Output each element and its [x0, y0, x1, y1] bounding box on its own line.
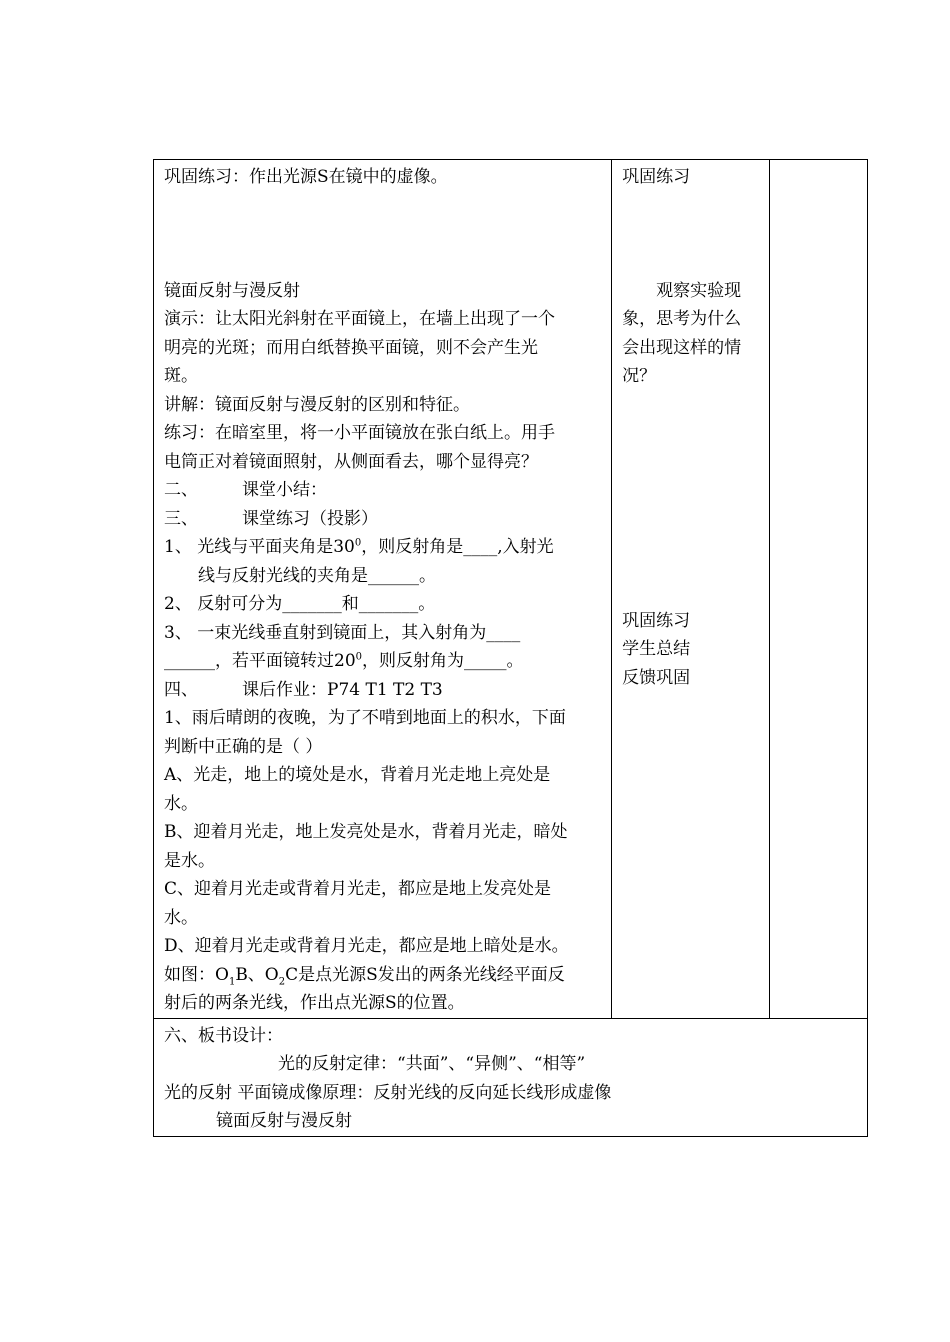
observe-line: 象，思考为什么 — [622, 309, 742, 329]
activity-label: 反馈巩固 — [622, 667, 691, 688]
observe-line: 况？ — [622, 366, 657, 386]
section-number: 三、 — [164, 508, 198, 529]
exercise-line: 电筒正对着镜面照射，从侧面看去，哪个显得亮？ — [164, 451, 538, 472]
option-line: D、迎着月光走或背着月光走，都应是地上暗处是水。 — [164, 936, 569, 956]
lesson-row — [154, 160, 868, 1019]
mirror-title: 镜面反射与漫反射 — [164, 280, 300, 301]
section-number: 二、 — [164, 480, 198, 500]
activity-label: 巩固练习 — [622, 610, 691, 631]
exercise-line: 练习：在暗室里，将一小平面镜放在张白纸上。用手 — [164, 423, 555, 443]
question-line: 2、 反射可分为_______和_______。 — [164, 594, 436, 614]
question-line: ______，若平面镜转过$20^0$，则反射角为_____。 — [164, 651, 524, 671]
activity-space — [622, 391, 761, 607]
notes-cell — [770, 160, 868, 1019]
diagram-space — [164, 192, 603, 277]
section-heading — [164, 676, 603, 705]
option-line: 是水。 — [164, 850, 215, 871]
section-title: 课后作业：P74 T1 T2 T3 — [242, 679, 443, 700]
option-line: C、迎着月光走或背着月光走，都应是地上发亮处是 — [164, 879, 552, 899]
section-heading — [164, 505, 603, 534]
student-activity-cell — [612, 160, 770, 1019]
section-title: 课堂小结： — [242, 480, 327, 500]
section-title: 课堂练习（投影） — [242, 508, 378, 529]
board-line: 光的反射 平面镜成像原理：反射光线的反向延长线形成虚像 — [164, 1082, 612, 1103]
question-line: 线与反射光线的夹角是______。 — [198, 565, 436, 586]
board-line: 镜面反射与漫反射 — [216, 1111, 352, 1131]
question-line: 1、 光线与平面夹角是$30^0$，则反射角是____,入射光 — [164, 537, 554, 557]
activity-label: 巩固练习 — [622, 167, 691, 187]
observe-line: 观察实验现 — [656, 280, 742, 301]
board-title: 六、板书设计： — [164, 1025, 283, 1046]
teaching-content-cell — [154, 160, 612, 1019]
observe-line: 会出现这样的情 — [622, 337, 742, 358]
board-design-cell — [154, 1018, 868, 1136]
homework-line: 1、雨后晴朗的夜晚，为了不啃到地面上的积水，下面 — [164, 708, 566, 728]
section-heading — [164, 476, 603, 505]
question-line: 3、 一束光线垂直射到镜面上，其入射角为____ — [164, 622, 521, 643]
lesson-plan-table — [153, 159, 868, 1137]
section-number: 四、 — [164, 679, 198, 700]
demo-line: 斑。 — [164, 366, 198, 386]
figure-line: 射后的两条光线，作出点光源S的位置。 — [164, 993, 465, 1013]
explain-line: 讲解：镜面反射与漫反射的区别和特征。 — [164, 394, 470, 415]
option-line: A、光走，地上的境处是水，背着月光走地上亮处是 — [164, 765, 551, 785]
option-line: B、迎着月光走，地上发亮处是水，背着月光走，暗处 — [164, 822, 568, 842]
activity-label: 学生总结 — [622, 639, 691, 659]
demo-line: 明亮的光斑；而用白纸替换平面镜，则不会产生光 — [164, 337, 538, 358]
homework-line: 判断中正确的是（ ） — [164, 736, 323, 757]
board-line: 光的反射定律：“共面”、“异侧”、“相等” — [278, 1054, 586, 1074]
option-line: 水。 — [164, 907, 198, 928]
figure-line: 如图：$O_1B$、$O_2C$是点光源S发出的两条光线经平面反 — [164, 964, 565, 987]
option-line: 水。 — [164, 793, 198, 814]
board-design-row — [154, 1018, 868, 1136]
activity-space — [622, 192, 761, 277]
consolidate-title: 巩固练习：作出光源S在镜中的虚像。 — [164, 167, 448, 187]
demo-line: 演示：让太阳光斜射在平面镜上，在墙上出现了一个 — [164, 309, 555, 329]
